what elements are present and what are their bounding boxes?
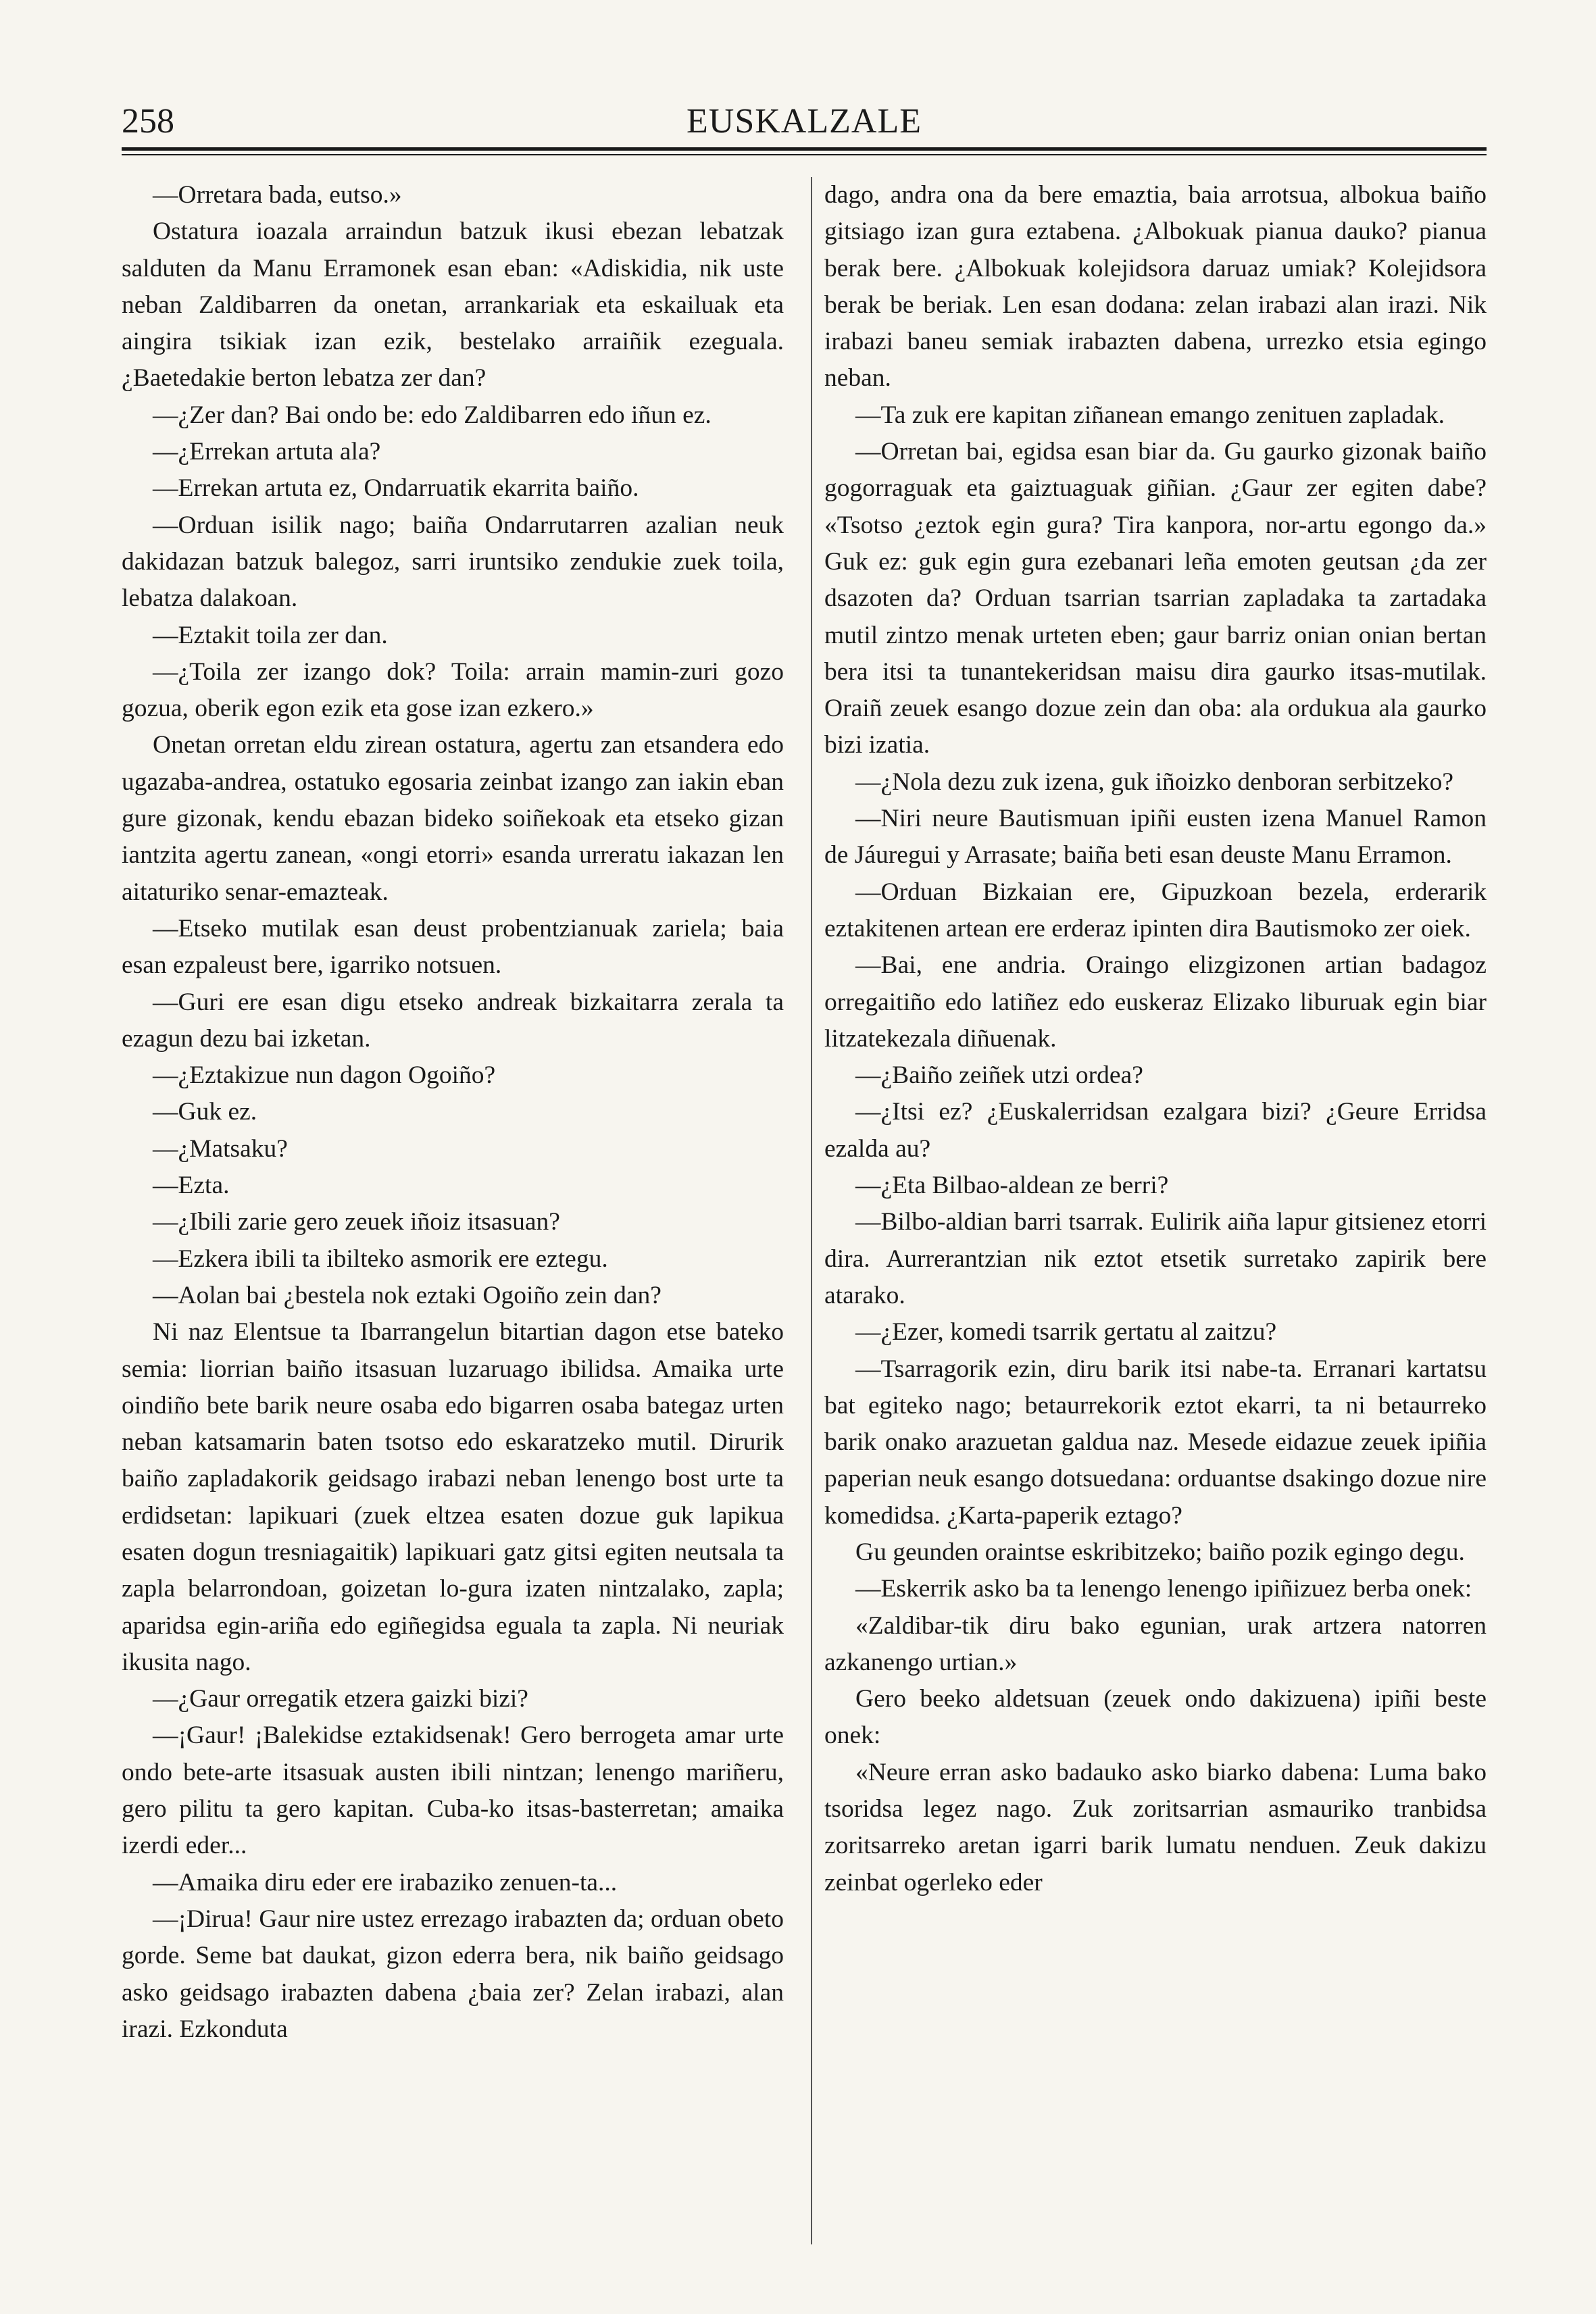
paragraph: —¿Eta Bilbao-aldean ze berri? [855, 1172, 1169, 1200]
paragraph: —Ta zuk ere kapitan ziñanean emango zenituen zapladak. [855, 401, 1445, 429]
paragraph: —¡Dirua! Gaur nire ustez errezago irabazten da; orduan obeto gorde. Seme bat daukat, gizon ederra bera, nik baiño geidsago asko geidsago irabazten dabena ¿baia zer? Zelan irabazi, alan irazi. Ezkonduta [122, 1905, 784, 2043]
paragraph: —¡Gaur! ¡Balekidse eztakidsenak! Gero berrogeta amar urte ondo bete-arte itsasuak austen ibili nintzan; lenengo mariñeru, gero pilitu ta gero kapitan. Cuba-ko itsas-basterretan; amaika izerdi eder... [122, 1721, 784, 1860]
paragraph: —Aolan bai ¿bestela nok eztaki Ogoiño zein dan? [153, 1281, 662, 1309]
paragraph: —Niri neure Bautismuan ipiñi eusten izena Manuel Ramon de Jáuregui y Arrasate; baiña beti esan deuste Manu Erramon. [824, 805, 1487, 870]
paragraph: dago, andra ona da bere emaztia, baia arrotsua, albokua baiño gitsiago izan gura eztabena. ¿Albokuak pianua dauko? pianua berak bere. ¿Albokuak kolejidsora daruaz umiak? Kolejidsora berak be beriak. Len esan dodana: zelan irabazi alan irazi. Nik irabazi baneu semiak irabazten dabena, urrezko etsia egingo neban. [824, 181, 1487, 393]
paragraph: —Amaika diru eder ere irabaziko zenuen-ta... [153, 1868, 618, 1896]
paragraph: Gero beeko aldetsuan (zeuek ondo dakizuena) ipiñi beste onek: [824, 1685, 1487, 1750]
paragraph: «Zaldibar-tik diru bako egunian, urak artzera natorren azkanengo urtian.» [824, 1611, 1487, 1676]
paragraph: —Guk ez. [153, 1098, 257, 1126]
paragraph: —¿Eztakizue nun dagon Ogoiño? [153, 1061, 496, 1090]
paragraph: —Orduan isilik nago; baiña Ondarrutarren azalian neuk dakidazan batzuk balegoz, sarri iruntsiko zendukie zuek toila, lebatza dalakoan. [122, 511, 784, 613]
header-rule-thick [122, 147, 1487, 151]
page-number: 258 [122, 102, 174, 141]
paragraph: —¿Matsaku? [153, 1134, 288, 1163]
paragraph: —¿Errekan artuta ala? [153, 438, 381, 466]
paragraph: —Orretan bai, egidsa esan biar da. Gu gaurko gizonak baiño gogorraguak eta gaiztuaguak giñian. ¿Gaur zer egiten dabe? «Tsotso ¿eztok egin gura? Tira kanpora, nor-artu egongo da.» Guk ez: guk egin gura ezebanari leña emoten geutsan ¿da zer dsazoten da? Orduan tsarrian tsarrian zapladaka ta zartadaka mutil zintzo menak urteten eben; gaur barriz onian onian bertan bera itsi ta tunantekeridsan maisu dira gaurko itsas-mutilak. Oraiñ zeuek esango dozue zein dan oba: ala ordukua ala gaurko bizi izatia. [824, 438, 1487, 759]
left-column [122, 177, 784, 2048]
page-header [122, 101, 1487, 142]
paragraph: «Neure erran asko badauko asko biarko dabena: Luma bako tsoridsa legez nago. Zuk zoritsarrian asmauriko tranbidsa zoritsarreko aretan igarri barik lumatu nenduen. Zeuk dakizu zeinbat ogerleko eder [824, 1758, 1487, 1896]
paragraph: —¿Toila zer izango dok? Toila: arrain mamin-zuri gozo gozua, oberik egon ezik eta gose izan ezkero.» [122, 657, 784, 723]
paragraph: —Eskerrik asko ba ta lenengo lenengo ipiñizuez berba onek: [855, 1575, 1472, 1603]
paragraph: —¿Gaur orregatik etzera gaizki bizi? [153, 1685, 528, 1713]
paragraph: —Ezta. [153, 1172, 230, 1200]
paragraph: —¿Itsi ez? ¿Euskalerridsan ezalgara bizi? ¿Geure Erridsa ezalda au? [824, 1098, 1487, 1163]
paragraph: Gu geunden oraintse eskribitzeko; baiño pozik egingo degu. [855, 1538, 1465, 1566]
paragraph: —¿Baiño zeiñek utzi ordea? [855, 1061, 1143, 1090]
paragraph: —Orduan Bizkaian ere, Gipuzkoan bezela, erderarik eztakitenen artean ere erderaz ipinten dira Bautismoko zer oiek. [824, 878, 1487, 942]
paragraph: —Orretara bada, eutso.» [153, 181, 402, 209]
paragraph: —Ezkera ibili ta ibilteko asmorik ere eztegu. [153, 1244, 608, 1273]
paragraph: —Eztakit toila zer dan. [153, 621, 388, 649]
paragraph: —¿Ezer, komedi tsarrik gertatu al zaitzu? [855, 1318, 1277, 1347]
paragraph: —Guri ere esan digu etseko andreak bizkaitarra zerala ta ezagun dezu bai izketan. [122, 988, 784, 1053]
column-divider [811, 177, 812, 2244]
paragraph: —Bai, ene andria. Oraingo elizgizonen artian badagoz orregaitiño edo latiñez edo euskeraz Elizako liburuak egin biar litzatekezala diñuenak. [824, 951, 1487, 1053]
paragraph: —¿Zer dan? Bai ondo be: edo Zaldibarren edo iñun ez. [153, 401, 712, 429]
paragraph: Onetan orretan eldu zirean ostatura, agertu zan etsandera edo ugazaba-andrea, ostatuko egosaria zeinbat izango zan iakin eban gure gizonak, kendu ebazan bideko soiñekoak eta etseko gizan iantzita agertu zanean, «ongi etorri» esanda urreratu iakazan len aitaturiko senar-emazteak. [122, 731, 784, 906]
header-rule-thin [122, 154, 1487, 155]
right-column [824, 177, 1487, 1901]
running-title: EUSKALZALE [687, 102, 922, 141]
paragraph: —Errekan artuta ez, Ondarruatik ekarrita baiño. [153, 474, 639, 503]
paragraph: Ni naz Elentsue ta Ibarrangelun bitartian dagon etse bateko semia: liorrian baiño itsasuan luzaruago ibilidsa. Amaika urte oindiño bete barik neure osaba edo bigarren osaba bategaz urten neban katsamarin baten tsotso edo eskaratzeko mutil. Dirurik baiño zapladakorik geidsago irabazi neban lenengo bost urte ta erdidsetan: lapikuari (zuek eltzea esaten dozue guk lapikua esaten dogun tresniagaitik) lapikuari gatz gitsi egiten neutsala ta zapla belarrondoan, goizetan lo-gura izaten nintzalako, zapla; aparidsa egin-ariña edo egiñegidsa eguala ta zapla. Ni neuriak ikusita nago. [122, 1318, 784, 1676]
paragraph: —Bilbo-aldian barri tsarrak. Eulirik aiña lapur gitsienez etorri dira. Aurrerantzian nik eztot etsetik surretako zapirik bere atarako. [824, 1208, 1487, 1309]
paragraph: —¿Ibili zarie gero zeuek iñoiz itsasuan? [153, 1208, 560, 1236]
paragraph: Ostatura ioazala arraindun batzuk ikusi ebezan lebatzak salduten da Manu Erramonek esan eban: «Adiskidia, nik uste neban Zaldibarren da onetan, arrankariak eta eskailuak eta aingira tsikiak izan ezik, bestelako arraiñik ezeguala. ¿Baetedakie berton lebatza zer dan? [122, 218, 784, 393]
paragraph: —¿Nola dezu zuk izena, guk iñoizko denboran serbitzeko? [855, 768, 1454, 796]
paragraph: —Tsarragorik ezin, diru barik itsi nabe-ta. Erranari kartatsu bat egiteko nago; betaurrekorik eztot ekarri, ta ni betaurreko barik onako arazuetan galdua naz. Mesede eidazue zeuek ipiñia paperian neuk esango dotsuedana: orduantse dsakingo dozue nire komedidsa. ¿Karta-paperik eztago? [824, 1355, 1487, 1530]
paragraph: —Etseko mutilak esan deust probentzianuak zariela; baia esan ezpaleust bere, igarriko notsuen. [122, 914, 784, 980]
